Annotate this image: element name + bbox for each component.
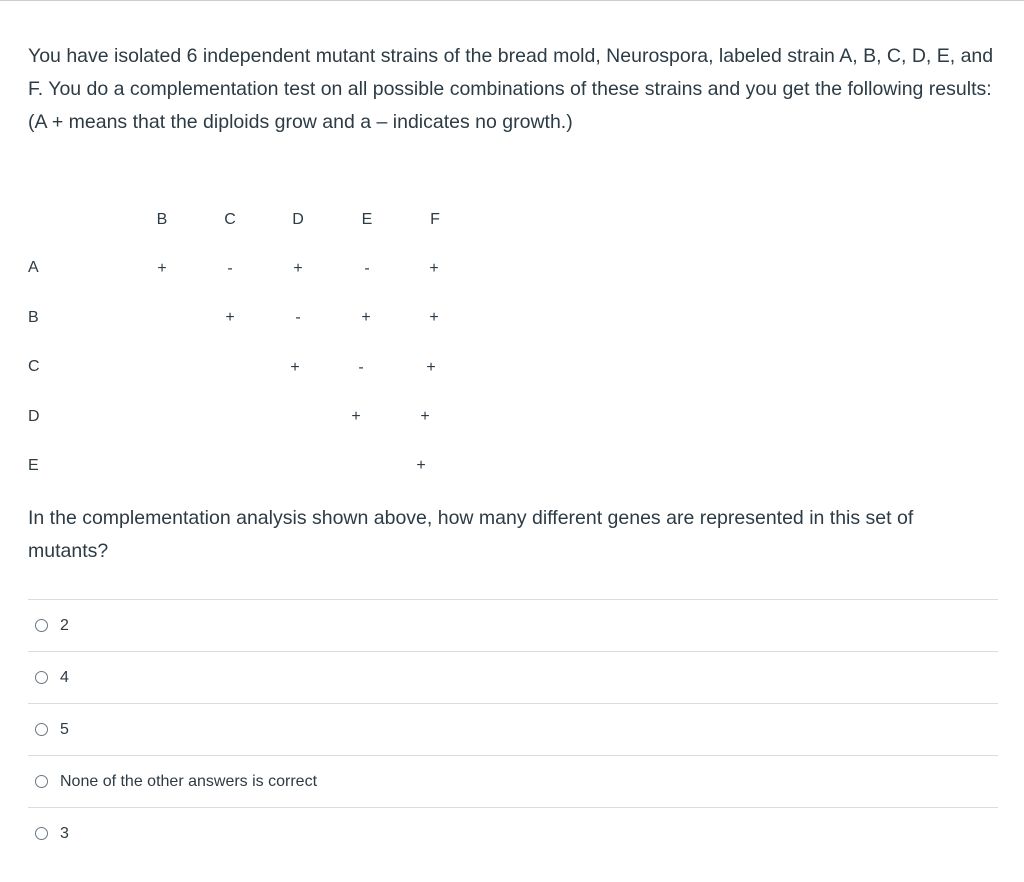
- row-header-c: C: [28, 358, 40, 375]
- radio-icon[interactable]: [35, 775, 48, 788]
- cell-a-f: +: [429, 260, 439, 277]
- answer-label: 4: [60, 668, 69, 686]
- radio-icon[interactable]: [35, 671, 48, 684]
- cell-e-f: +: [416, 457, 426, 474]
- radio-icon[interactable]: [35, 619, 48, 632]
- answer-label: 5: [60, 720, 69, 738]
- col-header-d: D: [292, 211, 304, 228]
- cell-a-c: -: [227, 260, 233, 277]
- cell-a-d: +: [293, 260, 303, 277]
- answer-option-5[interactable]: [28, 703, 998, 755]
- answer-option-none[interactable]: [28, 755, 998, 807]
- cell-d-f: +: [420, 408, 430, 425]
- question-text: You have isolated 6 independent mutant strains of the bread mold, Neurospora, labeled strain A, B, C, D, E, and F. You do a complementation test on all possible combinations of these strains and you get the following results: (A + means that the diploids grow and a – indicates no growth.): [28, 45, 994, 133]
- cell-b-c: +: [225, 309, 235, 326]
- answer-label: None of the other answers is correct: [60, 772, 318, 790]
- cell-b-e: +: [361, 309, 371, 326]
- answer-label: 2: [60, 616, 69, 634]
- cell-a-b: +: [157, 260, 167, 277]
- cell-d-e: +: [351, 408, 361, 425]
- cell-c-d: +: [290, 359, 300, 376]
- prompt-text: In the complementation analysis shown above, how many different genes are represented in this set of mutants?: [28, 507, 914, 562]
- cell-b-d: -: [295, 309, 301, 326]
- cell-c-f: +: [426, 359, 436, 376]
- col-header-e: E: [361, 211, 373, 228]
- cell-b-f: +: [429, 309, 439, 326]
- row-header-b: B: [28, 309, 39, 326]
- col-header-b: B: [156, 211, 168, 228]
- answer-option-2[interactable]: [28, 599, 998, 651]
- row-header-a: A: [28, 259, 39, 276]
- row-header-d: D: [28, 408, 40, 425]
- answer-option-4[interactable]: [28, 651, 998, 703]
- radio-icon[interactable]: [35, 723, 48, 736]
- radio-icon[interactable]: [35, 827, 48, 840]
- answer-option-3[interactable]: [28, 807, 998, 859]
- col-header-c: C: [224, 211, 236, 228]
- col-header-f: F: [430, 211, 440, 228]
- answer-label: 3: [60, 824, 69, 842]
- row-header-e: E: [28, 457, 39, 474]
- cell-a-e: -: [364, 260, 370, 277]
- cell-c-e: -: [358, 359, 364, 376]
- answer-list: [28, 599, 998, 859]
